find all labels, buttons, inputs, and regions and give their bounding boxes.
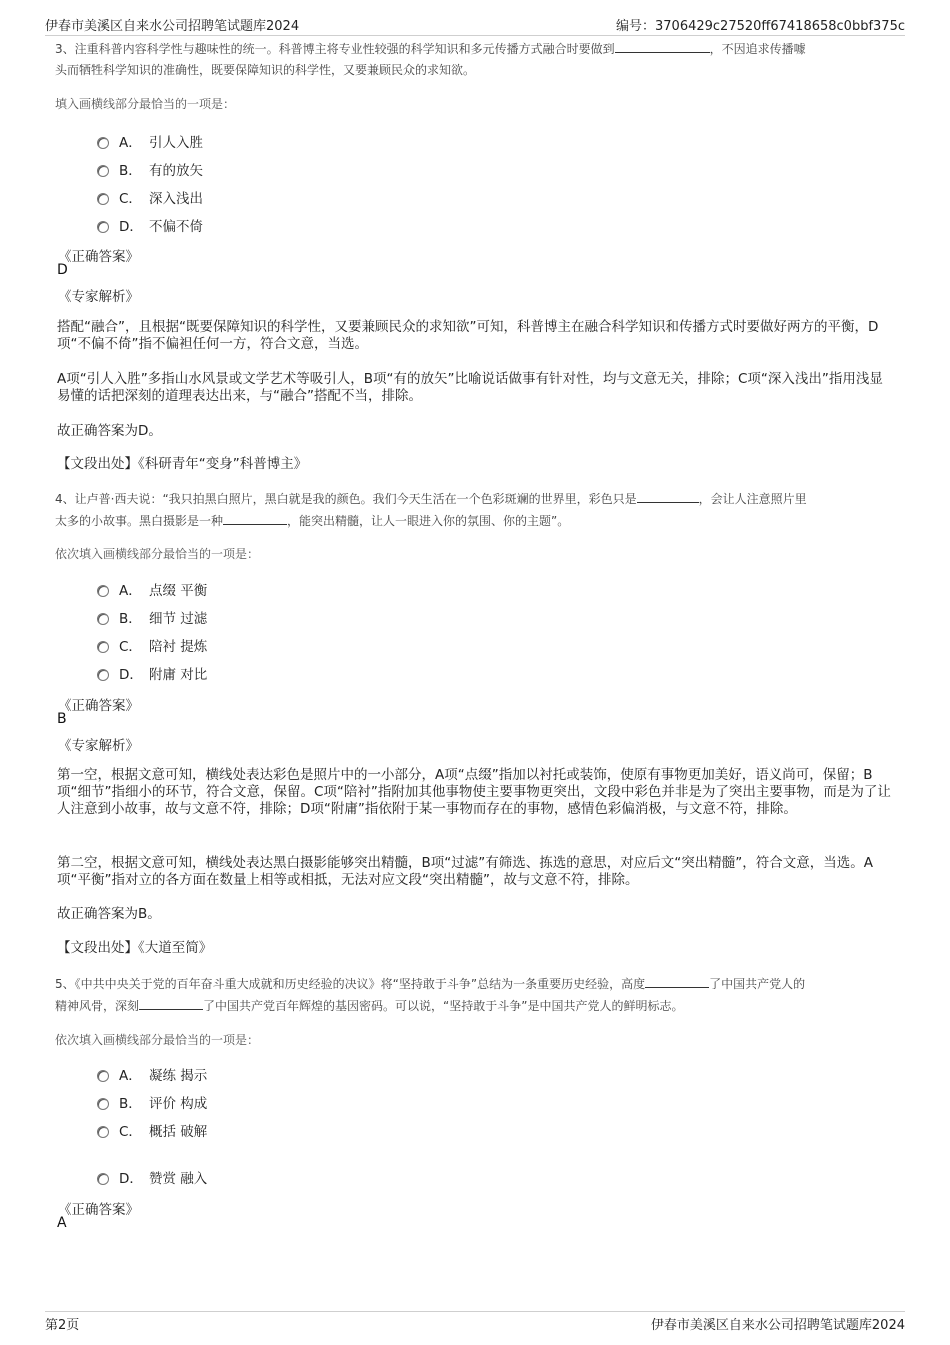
analysis-label: 《专家解析》: [58, 738, 139, 754]
question-3: [55, 38, 900, 81]
option-b[interactable]: B． 有的放矢: [97, 159, 203, 179]
answer-value: D: [57, 262, 68, 278]
option-c[interactable]: C． 陪衬 提炼: [97, 635, 207, 655]
source-citation: 【文段出处】《科研青年“变身”科普博主》: [57, 456, 308, 472]
header-divider: [45, 35, 905, 36]
footer-title: 伊春市美溪区自来水公司招聘笔试题库2024: [650, 1318, 905, 1333]
radio-icon[interactable]: [97, 193, 109, 205]
analysis-paragraph: 第二空，根据文意可知，横线处表达黑白摄影能够突出精髓，B项“过滤”有筛选、拣选的意思，对应后文“突出精髓”，符合文意，当选。A项“平衡”指对立的各方面在数量上相等或相抵，无法对应文段“突出精髓”，故与文意不符，排除。: [57, 855, 873, 888]
analysis-paragraph: 第一空，根据文意可知，横线处表达彩色是照片中的一小部分，A项“点缀”指加以衬托或装饰，使原有事物更加美好，语义尚可，保留；B项“细节”指细小的环节，符合文意，保留。C项“陪衬”指附加其他事物使主要事物更突出，文段中彩色并非是为了突出主要事物，而是为了让人注意到小故事，故与文意不符，排除；D项“附庸”指依附于某一事物而存在的事物，感情色彩偏消极，与文意不符，排除。: [57, 767, 891, 817]
source-citation: 【文段出处】《大道至简》: [57, 940, 213, 956]
radio-icon[interactable]: [97, 1070, 109, 1082]
answer-blank: [637, 488, 699, 503]
radio-icon[interactable]: [97, 641, 109, 653]
answer-blank: [645, 973, 709, 988]
question-4: [55, 488, 900, 532]
question-3-line2: 头而牺牲科学知识的准确性，既要保障知识的科学性，又要兼顾民众的求知欲。: [55, 63, 476, 77]
header-title: 伊春市美溪区自来水公司招聘笔试题库2024: [45, 19, 300, 34]
answer-label: 《正确答案》: [58, 698, 139, 714]
radio-icon[interactable]: [97, 221, 109, 233]
option-c[interactable]: C． 概括 破解: [97, 1120, 207, 1140]
option-b[interactable]: B． 评价 构成: [97, 1092, 207, 1112]
option-a[interactable]: A． 点缀 平衡: [97, 579, 207, 599]
analysis-paragraph: 搭配“融合”，且根据“既要保障知识的科学性，又要兼顾民众的求知欲”可知，科普博主在融合科学知识和传播方式时要做好两方的平衡，D项“不偏不倚”指不偏袒任何一方，符合文意，当选。: [57, 319, 879, 352]
option-d[interactable]: D． 不偏不倚: [97, 215, 203, 235]
analysis-conclusion: 故正确答案为B。: [57, 906, 161, 922]
question-5-prompt: 依次填入画横线部分最恰当的一项是：: [55, 1033, 260, 1047]
page-number: 第2页: [45, 1318, 80, 1333]
option-a[interactable]: A． 凝练 揭示: [97, 1064, 207, 1084]
footer-divider: [45, 1311, 905, 1312]
answer-value: A: [57, 1215, 67, 1231]
radio-icon[interactable]: [97, 1098, 109, 1110]
radio-icon[interactable]: [97, 165, 109, 177]
question-4-line1: 4、让卢普·西夫说：“我只拍黑白照片，黑白就是我的颜色。我们今天生活在一个色彩斑斓的世界里，彩色只是 ，会让人注意照片里: [55, 488, 900, 510]
question-5-line2: 精神风骨，深刻 了中国共产党百年辉煌的基因密码。可以说，“坚持敢于斗争”是中国共产党人的鲜明标志。: [55, 995, 900, 1017]
question-3-line1: 3、注重科普内容科学性与趣味性的统一。科普博主将专业性较强的科学知识和多元传播方式融合时要做到 ，不因追求传播噱: [55, 38, 900, 60]
radio-icon[interactable]: [97, 137, 109, 149]
analysis-label: 《专家解析》: [58, 289, 139, 305]
radio-icon[interactable]: [97, 1126, 109, 1138]
radio-icon[interactable]: [97, 585, 109, 597]
answer-blank: [139, 995, 203, 1010]
question-4-line2: 太多的小故事。黑白摄影是一种 ，能突出精髓，让人一眼进入你的氛围、你的主题”。: [55, 510, 900, 532]
radio-icon[interactable]: [97, 669, 109, 681]
question-3-prompt: 填入画横线部分最恰当的一项是：: [55, 97, 236, 111]
radio-icon[interactable]: [97, 613, 109, 625]
question-5-line1: 5、《中共中央关于党的百年奋斗重大成就和历史经验的决议》将“坚持敢于斗争”总结为一条重要历史经验，高度 了中国共产党人的: [55, 973, 900, 995]
question-5: [55, 973, 900, 1017]
option-c[interactable]: C． 深入浅出: [97, 187, 203, 207]
option-d[interactable]: D． 附庸 对比: [97, 663, 207, 683]
option-b[interactable]: B． 细节 过滤: [97, 607, 207, 627]
radio-icon[interactable]: [97, 1173, 109, 1185]
analysis-conclusion: 故正确答案为D。: [57, 423, 162, 439]
answer-blank: [615, 38, 710, 53]
answer-value: B: [57, 711, 67, 727]
answer-blank: [223, 510, 287, 525]
answer-label: 《正确答案》: [58, 249, 139, 265]
analysis-paragraph: A项“引人入胜”多指山水风景或文学艺术等吸引人，B项“有的放矢”比喻说话做事有针对性，均与文意无关，排除；C项“深入浅出”指用浅显易懂的话把深刻的道理表达出来，与“融合”搭配不当，排除。: [57, 371, 883, 404]
header-serial: 编号：3706429c27520ff67418658c0bbf375c: [616, 19, 905, 34]
option-a[interactable]: A． 引人入胜: [97, 131, 203, 151]
question-4-prompt: 依次填入画横线部分最恰当的一项是：: [55, 547, 260, 561]
answer-label: 《正确答案》: [58, 1202, 139, 1218]
option-d[interactable]: D． 赞赏 融入: [97, 1167, 207, 1187]
